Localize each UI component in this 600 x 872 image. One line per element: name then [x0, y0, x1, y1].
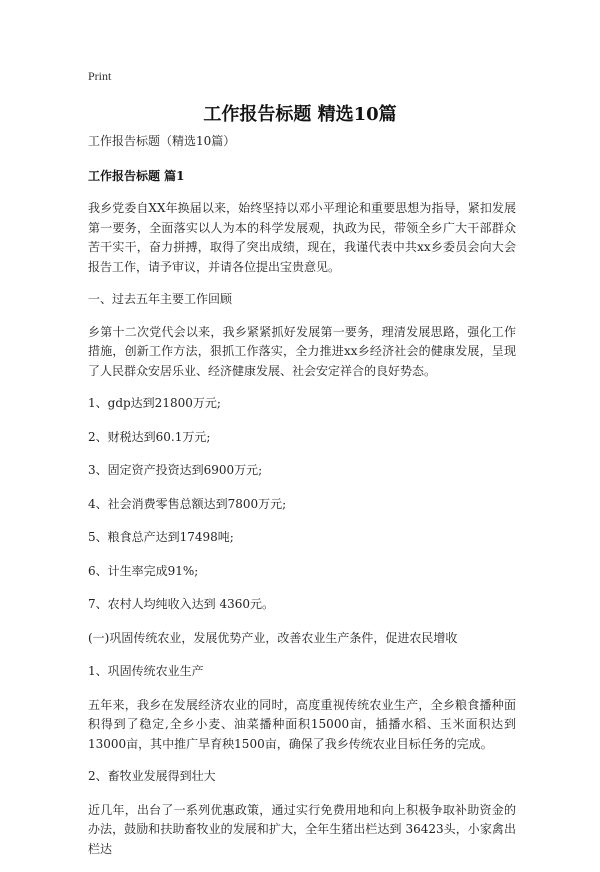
document-subtitle: 工作报告标题（精选10篇）: [88, 134, 236, 148]
list-item: 7、农村人均纯收入达到 4360元。: [88, 597, 274, 611]
section-heading: 工作报告标题 篇1: [88, 168, 185, 183]
document-body: [88, 132, 516, 872]
paragraph-overview: 乡第十二次党代会以来，我乡紧紧抓好发展第一要务，理清发展思路，强化工作措施，创新工作方法，狠抓工作落实，全力推进xx乡经济社会的健康发展，呈现了人民群众安居乐业、经济健康发展、社会安定祥合的良好势态。: [88, 324, 516, 378]
list-item: 4、社会消费零售总额达到7800万元;: [88, 496, 287, 511]
list-item: 6、计生率完成91%;: [88, 563, 199, 578]
heading-review: 一、过去五年主要工作回顾: [88, 292, 233, 306]
subheading-traditional: 1、巩固传统农业生产: [88, 664, 204, 678]
print-link[interactable]: Print: [88, 69, 112, 83]
subheading-agriculture: (一)巩固传统农业，发展优势产业，改善农业生产条件，促进农民增收: [88, 630, 458, 645]
document-title: 工作报告标题 精选10篇: [203, 104, 397, 125]
list-item: 1、gdp达到21800万元;: [88, 396, 221, 410]
list-item: 3、固定资产投资达到6900万元;: [88, 463, 263, 477]
subheading-livestock: 2、畜牧业发展得到壮大: [88, 769, 216, 783]
list-item: 2、财税达到60.1万元;: [88, 429, 211, 444]
paragraph-livestock: 近几年，出台了一系列优惠政策，通过实行免费用地和向上积极争取补助资金的办法，鼓励和扶助畜牧业的发展和扩大，全年生猪出栏达到 36423头，小家禽出栏达: [88, 802, 516, 856]
list-item: 5、粮食总产达到17498吨;: [88, 530, 234, 544]
paragraph-intro: 我乡党委自XX年换届以来，始终坚持以邓小平理论和重要思想为指导，紧扣发展第一要务，全面落实以人为本的科学发展观，执政为民，带领全乡广大干部群众苦干实干，奋力拼搏，取得了突出成绩，现在，我谨代表中共xx乡委员会向大会报告工作，请予审议，并请各位提出宝贵意见。: [88, 201, 516, 274]
paragraph-traditional: 五年来，我乡在发展经济农业的同时，高度重视传统农业生产，全乡粮食播种面积得到了稳定,全乡小麦、油菜播种面积15000亩，插播水稻、玉米面积达到13000亩，其中推广旱育秧1500亩，确保了我乡传统农业目标任务的完成。: [88, 697, 516, 751]
